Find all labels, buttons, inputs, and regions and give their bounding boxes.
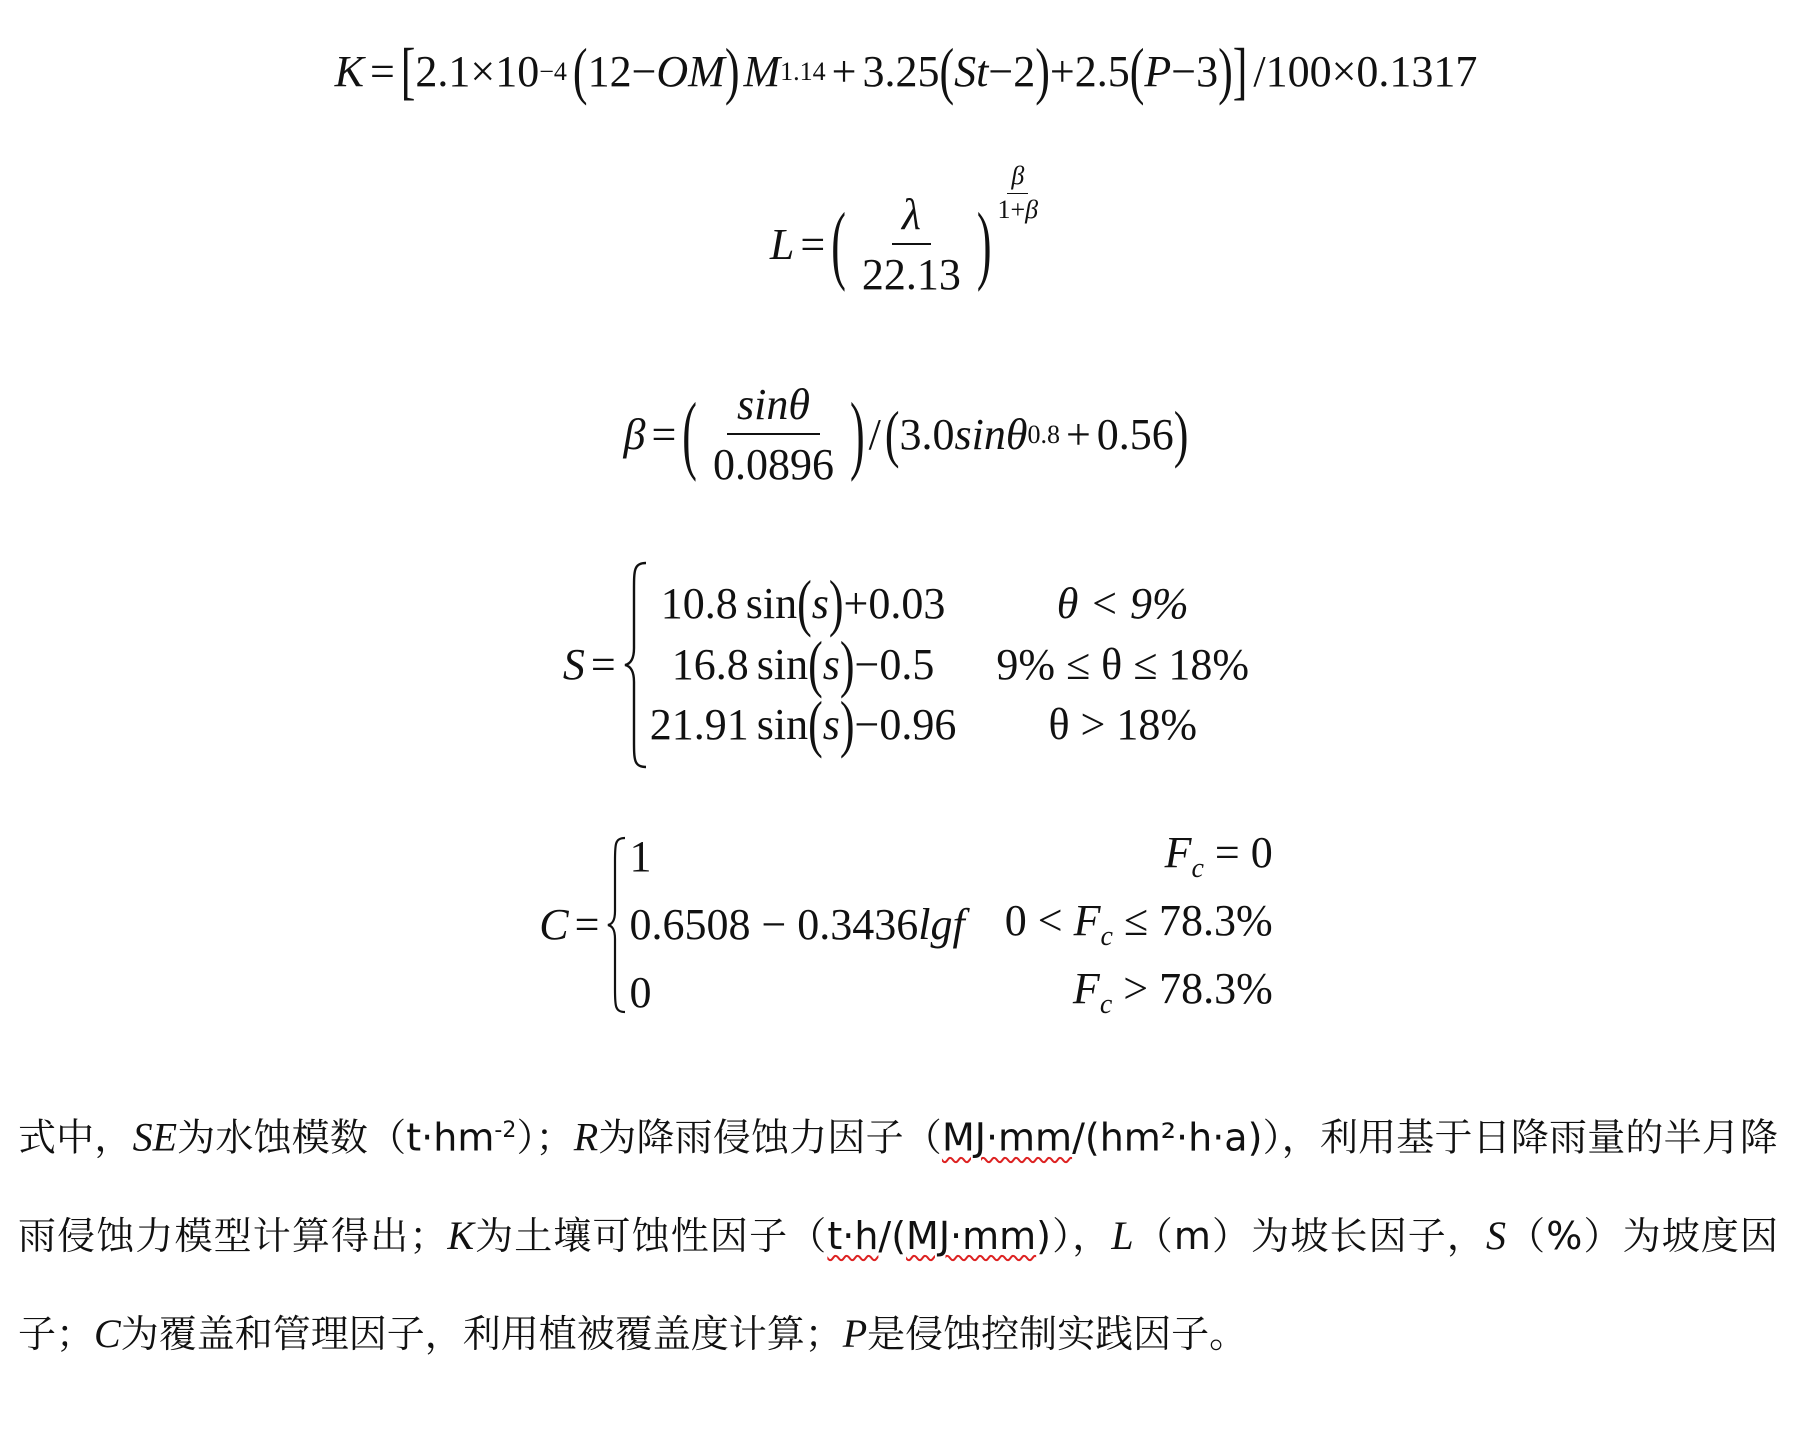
var-c: C [539,899,569,949]
tail-divisor: /100×0.1317 [1253,46,1478,96]
var-p: P [842,1310,868,1356]
condition-prefix: 0 < [1004,896,1074,946]
plus-sign: + [831,46,857,96]
left-paren: ( [831,194,846,293]
right-paren: ) [849,384,865,483]
var-s-lower: s [822,639,840,689]
exponent-fraction [994,162,1043,224]
equation-beta [0,370,1812,500]
constant-term: −0.5 [854,639,935,689]
equals-sign: = [590,639,616,689]
var-m: M [743,46,781,96]
var-k: K [447,1212,475,1258]
text: ）； [516,1115,574,1160]
right-paren: ) [839,628,855,700]
left-brace-icon [622,560,650,770]
constant-term: −0.96 [854,700,957,750]
equation-c-body [539,823,1272,1026]
var-p: P [1144,46,1172,96]
case-row [650,695,1249,755]
case-condition: 9% ≤ θ ≤ 18% [996,639,1250,689]
case-row [629,959,1272,1027]
coef-0-56: 0.56 [1096,409,1174,459]
case-condition: θ < 9% [1056,579,1189,629]
text: 为水蚀模数（t·hm [177,1115,495,1160]
case-expression: 1 [629,832,652,882]
var-beta: β [623,409,646,459]
text: 为土壤可蚀性因子（ [474,1213,828,1258]
right-paren: ) [1173,398,1189,470]
coef: 21.91 [649,700,749,750]
exponent-0-8: 0.8 [1027,419,1060,449]
twelve: 12 [587,46,632,96]
case-condition [1005,891,1273,959]
right-paren: ) [724,35,740,107]
equation-l [0,160,1812,320]
superscript: -2 [494,1118,517,1143]
sin-function: sin [756,639,809,689]
exponent-1-14: 1.14 [780,56,826,86]
left-paren: ( [884,398,900,470]
left-paren: ( [572,35,588,107]
right-paren: ) [1035,35,1050,107]
right-paren: ) [828,568,844,640]
fraction-lambda [852,191,971,300]
text: 为覆盖和管理因子，利用植被覆盖度计算； [120,1311,843,1356]
equation-s-body [563,560,1249,770]
left-bracket: [ [400,35,416,107]
var-om: OM [656,46,725,96]
var-s: S [1485,1212,1506,1258]
case-expression: 0 [629,967,652,1017]
equals-sign: = [369,46,395,96]
right-paren: ) [1218,35,1233,107]
sin-function: sin [756,700,809,750]
spellcheck-underlined-text: MJ·mm [906,1213,1037,1258]
denominator-0-0896: 0.0896 [712,440,834,489]
case-row [629,891,1272,959]
equation-c [0,830,1812,1020]
var-s-lower: s [822,700,840,750]
subscript-c: c [1100,921,1113,953]
var-s: S [562,639,585,689]
explanation-paragraph [18,1082,1778,1383]
equation-beta-body [624,381,1189,490]
coef-3-25: 3.25 [862,46,940,96]
minus-sign: − [988,46,1014,96]
coef: 16.8 [671,639,749,689]
left-paren: ( [1129,35,1145,107]
equation-s [0,555,1812,775]
subscript-c: c [1099,988,1113,1020]
text: （m）为坡长因子， [1133,1213,1486,1258]
lgf-term: lgf [918,899,965,949]
plus-sign: + [1065,409,1091,459]
exponent-denominator [994,194,1043,225]
coef-3-0: 3.0 [899,409,955,459]
equation-k [0,32,1812,112]
equals-sign: = [574,899,600,949]
slash: / [868,409,881,459]
var-s-lower: s [811,579,829,629]
case-expression [649,688,997,760]
case-expression [629,891,1004,959]
right-paren: ) [976,194,992,293]
text: （%）为坡度因子； [18,1213,1779,1356]
var-l: L [1111,1212,1134,1258]
text: /(hm²·h·a)），利用基于日降雨量的半月降雨侵蚀力模型计算得出； [18,1115,1778,1258]
ten: 10 [495,46,540,96]
var-f: F [1072,963,1100,1013]
spellcheck-underlined-text: MJ·mm [941,1115,1073,1160]
text: )）， [1036,1213,1112,1258]
c-cases-table [629,823,1272,1026]
spellcheck-underlined-text: t·h [827,1213,879,1258]
coef-2-5: 2.5 [1074,46,1130,96]
var-f: F [1073,896,1101,946]
var-l: L [769,219,795,269]
linear-term: 0.6508 − 0.3436 [629,899,919,949]
sin-function: sin [745,579,798,629]
left-paren: ( [797,568,812,640]
equation-l-body [769,160,1042,300]
exponent-neg4: −4 [539,56,567,86]
condition-suffix: = 0 [1203,828,1273,878]
var-f: F [1164,828,1192,878]
equation-k-body [334,35,1478,107]
times-sign: × [470,46,496,96]
case-row [650,635,1249,695]
left-paren: ( [808,628,823,700]
equals-sign: = [651,409,677,459]
right-bracket: ] [1232,35,1248,107]
var-r: R [573,1114,599,1160]
case-condition: θ > 18% [1048,700,1197,750]
sin-theta-term: sinθ [954,409,1028,459]
left-paren: ( [682,384,697,483]
coef-2-1: 2.1 [415,46,471,96]
case-row [650,574,1249,634]
minus-sign: − [1171,46,1197,96]
case-condition [1005,959,1273,1027]
three: 3 [1196,46,1219,96]
denominator-22-13: 22.13 [861,250,961,299]
case-expression [650,568,997,640]
var-se: SE [132,1114,177,1160]
left-paren: ( [939,35,955,107]
text: /( [878,1213,907,1258]
plus-sign: + [1049,46,1075,96]
minus-sign: − [631,46,657,96]
var-c: C [94,1310,121,1356]
condition-suffix: > 78.3% [1112,963,1273,1013]
var-k: K [334,46,364,96]
left-brace-icon [605,835,629,1015]
case-condition [1005,823,1273,891]
numerator-sin-theta: sinθ [727,381,820,435]
subscript-c: c [1191,853,1204,885]
coef: 10.8 [660,579,738,629]
case-expression [650,628,997,700]
exponent-numerator: β [1007,162,1028,194]
left-paren: ( [808,688,823,760]
text: 式中， [18,1115,133,1160]
exponent-den-one-plus: 1+ [997,194,1026,224]
constant-term: +0.03 [843,579,946,629]
equals-sign: = [800,219,826,269]
right-paren: ) [839,688,855,760]
fraction-sin-theta [703,381,844,490]
text: 为降雨侵蚀力因子（ [598,1115,942,1160]
two: 2 [1013,46,1036,96]
numerator-lambda: λ [892,191,931,245]
text: 是侵蚀控制实践因子。 [867,1311,1248,1356]
var-st: St [954,46,989,96]
case-row [629,823,1272,891]
s-cases-table [649,568,1250,760]
exponent-den-beta: β [1025,194,1039,224]
condition-suffix: ≤ 78.3% [1112,896,1273,946]
